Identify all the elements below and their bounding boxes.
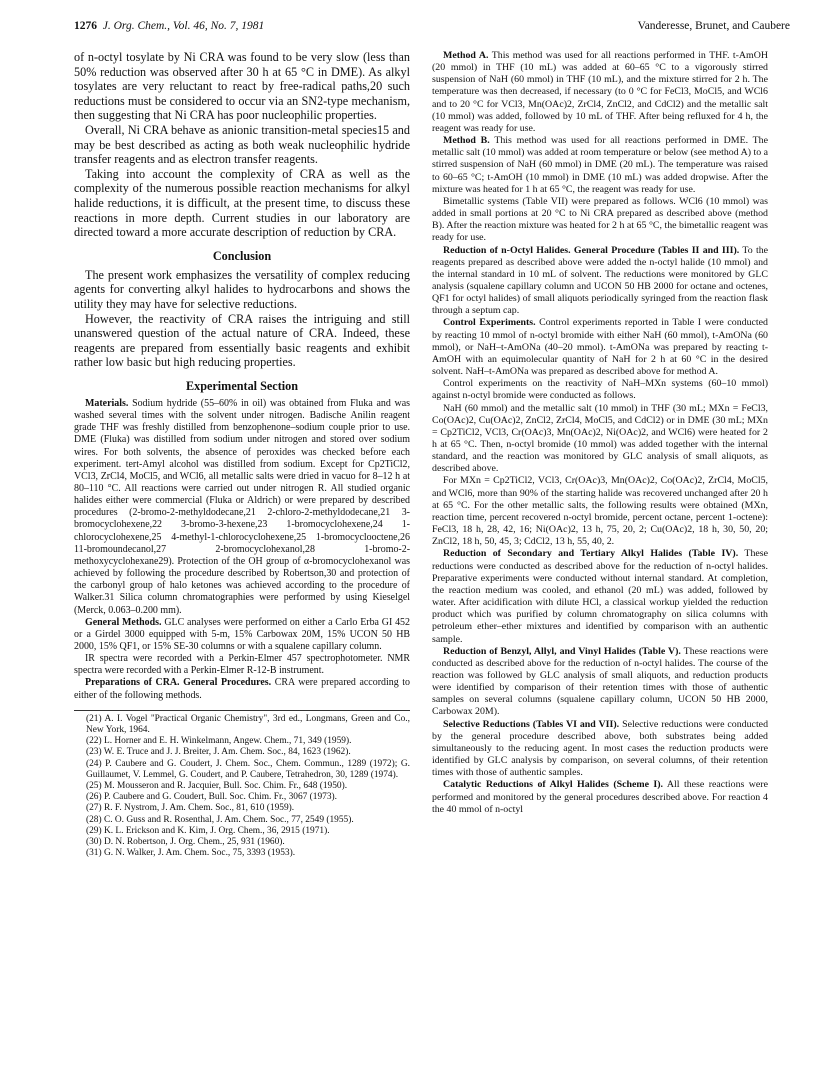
- reference: (23) W. E. Truce and J. J. Breiter, J. Am. Chem. Soc., 84, 1623 (1962).: [86, 747, 351, 758]
- run-in-heading: Control Experiments.: [443, 317, 536, 329]
- paragraph: However, the reactivity of CRA raises the intriguing and still unanswered question of the actual nature of CRA. Indeed, these reagents are prepared from essentially basic reagents and exhibit rather low basic but high reducing properties.: [74, 311, 410, 370]
- paragraph: [432, 548, 768, 645]
- page-header-left: [74, 20, 264, 32]
- paragraph: Overall, Ni CRA behave as anionic transition-metal species15 and may be best described as acting as both weak nucleophilic hydride transfer reagents and as electron transfer reagents.: [74, 122, 410, 167]
- paragraph-text: GLC analyses were performed on either a Carlo Erba GI 452 or a Girdel 3000 equipped with 5-m, 15% Carbowax 20M, 15% UCON 50 HB 2000, 15% QF1, or 15% SE-30 columns or with a squalene capillary column.: [74, 616, 410, 652]
- paragraph: [432, 135, 768, 196]
- paragraph-text: These reactions were conducted as described above for the reduction of n-octyl halides. The course of the reaction was followed by GLC analysis of small aliquots, and reduction products were identified by comparison of their retention times with those of authentic samples on several columns (squalene capillary column, UCON 50 HB 2000, Carbowax 20M).: [432, 645, 768, 718]
- paragraph-text: These reductions were conducted as described above for the reduction of n-octyl halides. Preparative experiments were conducted without internal standard. At completion, the reaction medium was cooled, and ethanol (20 mL) was added, followed by water. After acidification with dilute HCl, a classical workup yielded the reduction product which was purified by column chromatography on silica columns with petroleum ether–ether mixtures and identified by comparison with an authentic sample.: [432, 548, 768, 645]
- paragraph: Taking into account the complexity of CRA as well as the complexity of the numerous possible reaction mechanisms for alkyl halide reductions, it is difficult, at the present time, to discuss these reactions in more depth. Current studies in our laboratory are directed toward a more accurate description of reduction by CRA.: [74, 166, 410, 240]
- paragraph: Bimetallic systems (Table VII) were prepared as follows. WCl6 (10 mmol) was added in small portions at 20 °C to Ni CRA prepared as described above (method B). After the reaction mixture was heated for 2 h at 65 °C, the bimetallic reagent was ready for use.: [432, 195, 768, 244]
- paragraph: Control experiments on the reactivity of NaH–MXn systems (60–10 mmol) against n-octyl bromide were conducted as follows.: [432, 378, 768, 402]
- experimental-block: [74, 398, 410, 702]
- journal-citation: J. Org. Chem., Vol. 46, No. 7, 1981: [102, 20, 265, 32]
- run-in-heading: Reduction of n-Octyl Halides. General Procedure (Tables II and III).: [443, 244, 740, 256]
- run-in-heading: Materials.: [85, 397, 129, 409]
- paragraph: For MXn = Cp2TiCl2, VCl3, Cr(OAc)3, Mn(OAc)2, Co(OAc)2, ZrCl4, MoCl5, and WCl6, more than 90% of the starting halide was recovered unchanged after 20 h at 65 °C. For the other metallic salts, the following results were obtained (MXn, reaction time, percent recovered n-octyl bromide, percent octane, percent 1-octene): FeCl3, 18 h, 28, 42, 16; Ni(OAc)2, 13 h, 75, 20, 2; Cu(OAc)2, 18 h, 30, 50, 20; ZnCl2, 18 h, 50, 45, 3; CdCl2, 13 h, 55, 40, 2.: [432, 475, 768, 548]
- run-in-heading: Method A.: [443, 50, 489, 61]
- reference: (26) P. Caubere and G. Coudert, Bull. Soc. Chim. Fr., 3067 (1973).: [86, 792, 338, 803]
- reference: (30) D. N. Robertson, J. Org. Chem., 25, 931 (1960).: [86, 837, 285, 848]
- reference: (24) P. Caubere and G. Coudert, J. Chem. Soc., Chem. Commun., 1289 (1972); G. Guillaumet, V. Lemmel, G. Coudert, and P. Caubere, Tetrahedron, 30, 1289 (1974).: [86, 758, 410, 780]
- reference: (28) C. O. Guss and R. Rosenthal, J. Am. Chem. Soc., 77, 2549 (1955).: [86, 814, 354, 825]
- paragraph-text: Sodium hydride (55–60% in oil) was obtained from Fluka and was washed several times with the solvent under nitrogen. Badische Anilin reagent grade THF was freshly distilled from benzophenone–sodium couple prior to use. DME (Fluka) was distilled from sodium under nitrogen and stored over sodium wires. For both solvents, the absence of peroxides was checked before each experiment. tert-Amyl alcohol was distilled from sodium. Except for Cp2TiCl2, VCl3, ZrCl4, MoCl5, and WCl6, all metallic salts were dried in vacuo for 8–12 h at 80–110 °C. All reactions were carried out under nitrogen R. All studied organic halides either were commercial (Fluka or Aldrich) or were prepared by described procedures (2-bromo-2-methyldodecane,21 2-chloro-2-methyldodecane,21 3-bromocyclohexene,22 3-bromo-3-hexene,23 1-bromocyclohexene,24 1-chlorocyclohexene,25 4-methyl-1-chlorocyclohexene,25 1-bromocyclooctene,26 11-bromoundecanol,27 2-bromocyclohexanol,28 1-bromo-2-methoxycyclohexane29). Protection of the OH group of α-bromocyclohexanol was achieved by following the procedure described by Robertson,30 and protection of the carbonyl group of halo ketones was achieved according to the procedure of Walker.31 Silica column chromatographies were performed by using Kieselgel (Merck, 0.063–0.200 mm).: [74, 397, 411, 616]
- paragraph: [432, 245, 768, 318]
- author-list: Vanderesse, Brunet, and Caubere: [637, 20, 790, 32]
- paragraph-text: This method was used for all reactions performed in THF. t-AmOH (20 mmol) in THF (10 mL) was added at 60–65 °C to a vigorously stirred suspension of NaH (60 mmol) in THF (10 mL), and the mixture stirred for 2 h. The temperature was then decreased, if necessary (to 0 °C for FeCl3, MoCl5, and WCl6 and to 20 °C for VCl3, Mn(OAc)2, ZrCl4, ZnCl2, and CdCl2) and the metallic salt (10 mmol) was added, followed by 10 mL of THF. After being refluxed for 4 h, the reagent was ready for use.: [432, 50, 769, 134]
- paragraph: [74, 677, 410, 701]
- paragraph: [74, 398, 410, 617]
- paragraph: IR spectra were recorded with a Perkin-Elmer 457 spectrophotometer. NMR spectra were recorded with a Perkin-Elmer R-12-B instrument.: [74, 653, 410, 677]
- paragraph-text: Selective reductions were conducted by the general procedure described above, both substrates being added simultaneously to the reducing agent. In most cases the reduction products were identified by GLC analysis by comparison, on several columns, of their retention times with those of authentic samples.: [432, 718, 769, 779]
- two-column-body: [74, 50, 790, 859]
- section-heading: Conclusion: [212, 248, 272, 263]
- run-in-heading: Method B.: [443, 135, 490, 147]
- run-in-heading: Reduction of Secondary and Tertiary Alkyl Halides (Table IV).: [443, 548, 739, 560]
- paragraph: [432, 646, 768, 719]
- running-head: [74, 20, 790, 42]
- footnote-references: [74, 710, 410, 860]
- paragraph: [432, 719, 768, 780]
- paragraph: of n-octyl tosylate by Ni CRA was found to be very slow (less than 50% reduction was observed after 30 h at 65 °C in DME). As alkyl tosylates are very reluctant to react by free-radical paths,20 such reductions must be considered to occur via an SN2-type mechanism, then suggesting that Ni CRA has poor nucleophilic properties.: [74, 50, 410, 123]
- left-column: [74, 50, 410, 859]
- run-in-heading: Preparations of CRA. General Procedures.: [85, 677, 272, 689]
- paragraph: NaH (60 mmol) and the metallic salt (10 mmol) in THF (30 mL; MXn = FeCl3, Co(OAc)2, Cu(OAc)2, ZnCl2, ZrCl4, MoCl5, and CdCl2) or in DME (30 mL; MXn = Cp2TiCl2, VCl3, Cr(OAc)3, Mn(OAc)2, Ni(OAc)2, and WCl6) were heated for 2 h at 65 °C. Then, n-octyl bromide (10 mmol) was added together with the internal standard, and the reaction was monitored by GLC analysis of small aliquots, as described above.: [432, 402, 768, 475]
- reference: (21) A. I. Vogel "Practical Organic Chemistry", 3rd ed., Longmans, Green and Co., New York, 1964.: [86, 713, 410, 735]
- paragraph-text: All these reactions were performed and monitored by the general procedures described above. For reaction 4 the 40 mmol of n-octyl: [432, 779, 768, 815]
- paragraph-text: To the reagents prepared as described above were added the n-octyl halide (10 mmol) and the internal standard in 10 mL of solvent. The reductions were monitored by GLC analysis (squalene capillary column and UCON 50 HB 2000 for octane and octenes, QF1 for octyl halides) of small aliquots periodically syringed from the reaction flask through a septum cap.: [432, 244, 769, 317]
- reference: (27) R. F. Nystrom, J. Am. Chem. Soc., 81, 610 (1959).: [86, 803, 295, 814]
- run-in-heading: Selective Reductions (Tables VI and VII).: [443, 718, 620, 730]
- run-in-heading: Catalytic Reductions of Alkyl Halides (Scheme I).: [443, 779, 664, 791]
- paragraph: [432, 779, 768, 815]
- run-in-heading: General Methods.: [85, 616, 162, 628]
- reference: (31) G. N. Walker, J. Am. Chem. Soc., 75, 3393 (1953).: [86, 848, 296, 859]
- reference: (22) L. Horner and E. H. Winkelmann, Angew. Chem., 71, 349 (1959).: [86, 736, 352, 747]
- reference: (29) K. L. Erickson and K. Kim, J. Org. Chem., 36, 2915 (1971).: [86, 825, 330, 836]
- reference: (25) M. Mousseron and R. Jacquier, Bull. Soc. Chim. Fr., 648 (1950).: [86, 781, 348, 791]
- paragraph: [432, 50, 768, 135]
- paragraph-text: This method was used for all reactions performed in DME. The metallic salt (10 mmol) was added at room temperature or below (see method A) to a stirred suspension of NaH (60 mmol) in DME (20 mL). The temperature was raised to 60–65 °C; t-AmOH (10 mmol) in DME (10 mL) was added dropwise. After the mixture was heated for 1 h at 65 °C, the reagent was ready for use.: [432, 135, 768, 195]
- discussion-block: [74, 50, 410, 394]
- paragraph: [74, 617, 410, 653]
- section-heading: Experimental Section: [185, 378, 299, 393]
- right-column: [432, 50, 768, 859]
- run-in-heading: Reduction of Benzyl, Allyl, and Vinyl Halides (Table V).: [443, 645, 681, 657]
- paragraph: The present work emphasizes the versatility of complex reducing agents for converting alkyl halides to hydrocarbons and shows the utility they may have for selective reductions.: [74, 267, 410, 311]
- paragraph-text: Control experiments reported in Table I were conducted by reacting 10 mmol of n-octyl bromide with either NaH (60 mmol), t-AmONa (60 mmol), or NaH–t-AmONa (40–20 mmol). t-AmONa was prepared by reacting t-AmOH with an equimolecular quantity of NaH for 2 h at 60 °C in the desired solvent. NaH–t-AmONa was prepared as described above for method A.: [432, 317, 768, 378]
- page-number: 1276: [74, 20, 97, 32]
- paragraph-text: CRA were prepared according to either of the following methods.: [74, 677, 411, 701]
- paragraph: [432, 317, 768, 378]
